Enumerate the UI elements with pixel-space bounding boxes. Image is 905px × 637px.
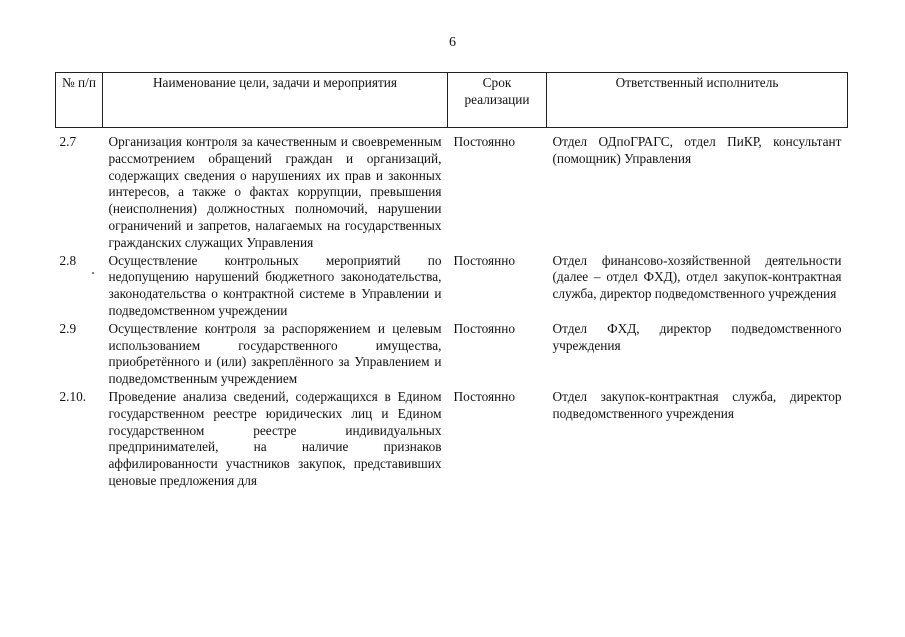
row-number: 2.9	[59, 320, 77, 336]
table-row	[56, 389, 848, 491]
table-row	[56, 128, 848, 253]
measure-responsible: Отдел ФХД, директор подведомственного учреждения	[552, 320, 842, 353]
table-header	[56, 73, 848, 128]
measure-name: Организация контроля за качественным и своевременным рассмотрением обращений граждан и организаций, содержащих сведения о нарушениях их прав и законных интересов, а также о фактах коррупции, превышения (неисполнения) должностных полномочий, нарушении ограничений и запретов, налагаемых на государственных гражданских служащих Управления	[108, 134, 442, 250]
row-number: 2.8	[59, 252, 77, 268]
measure-name: Осуществление контроля за распоряжением и целевым использованием государственного имущества, приобретённого и (или) закреплённого за Управлением и подведомственным учреждением	[108, 320, 442, 387]
row-number: 2.10.	[59, 388, 87, 404]
measure-term: Постоянно	[453, 134, 516, 149]
table-body	[56, 128, 848, 491]
measure-term: Постоянно	[453, 320, 516, 336]
row-number: 2.7	[59, 134, 77, 149]
measure-responsible: Отдел закупок-контрактная служба, директор подведомственного учреждения	[552, 388, 842, 421]
scan-artifact	[92, 272, 94, 274]
header-name: Наименование цели, задачи и мероприятия	[103, 73, 448, 128]
header-responsible: Ответственный исполнитель	[547, 73, 848, 128]
table-row	[56, 321, 848, 389]
header-num: № п/п	[56, 73, 103, 128]
measure-name: Осуществление контрольных мероприятий по недопущению нарушений бюджетного законодательства, законодательства о контрактной системе в Управлении и подведомственном учреждении	[108, 252, 442, 318]
measure-name: Проведение анализа сведений, содержащихся в Едином государственном реестре юридических лиц и Едином государственном реестре индивидуальных предпринимателей, на наличие признаков аффилированности участников закупок, представивших ценовые предложения для	[108, 388, 442, 488]
measure-responsible: Отдел ОДпоГРАГС, отдел ПиКР, консультант (помощник) Управления	[552, 134, 842, 166]
page-number: 6	[449, 35, 456, 50]
measure-responsible: Отдел финансово-хозяйственной деятельности (далее – отдел ФХД), отдел закупок-контрактная служба, директор подведомственного учреждения	[552, 252, 842, 302]
table-row	[56, 253, 848, 321]
measures-table	[55, 72, 848, 491]
header-term: Срок реализации	[448, 73, 547, 128]
measure-term: Постоянно	[453, 388, 516, 404]
measure-term: Постоянно	[453, 252, 516, 268]
